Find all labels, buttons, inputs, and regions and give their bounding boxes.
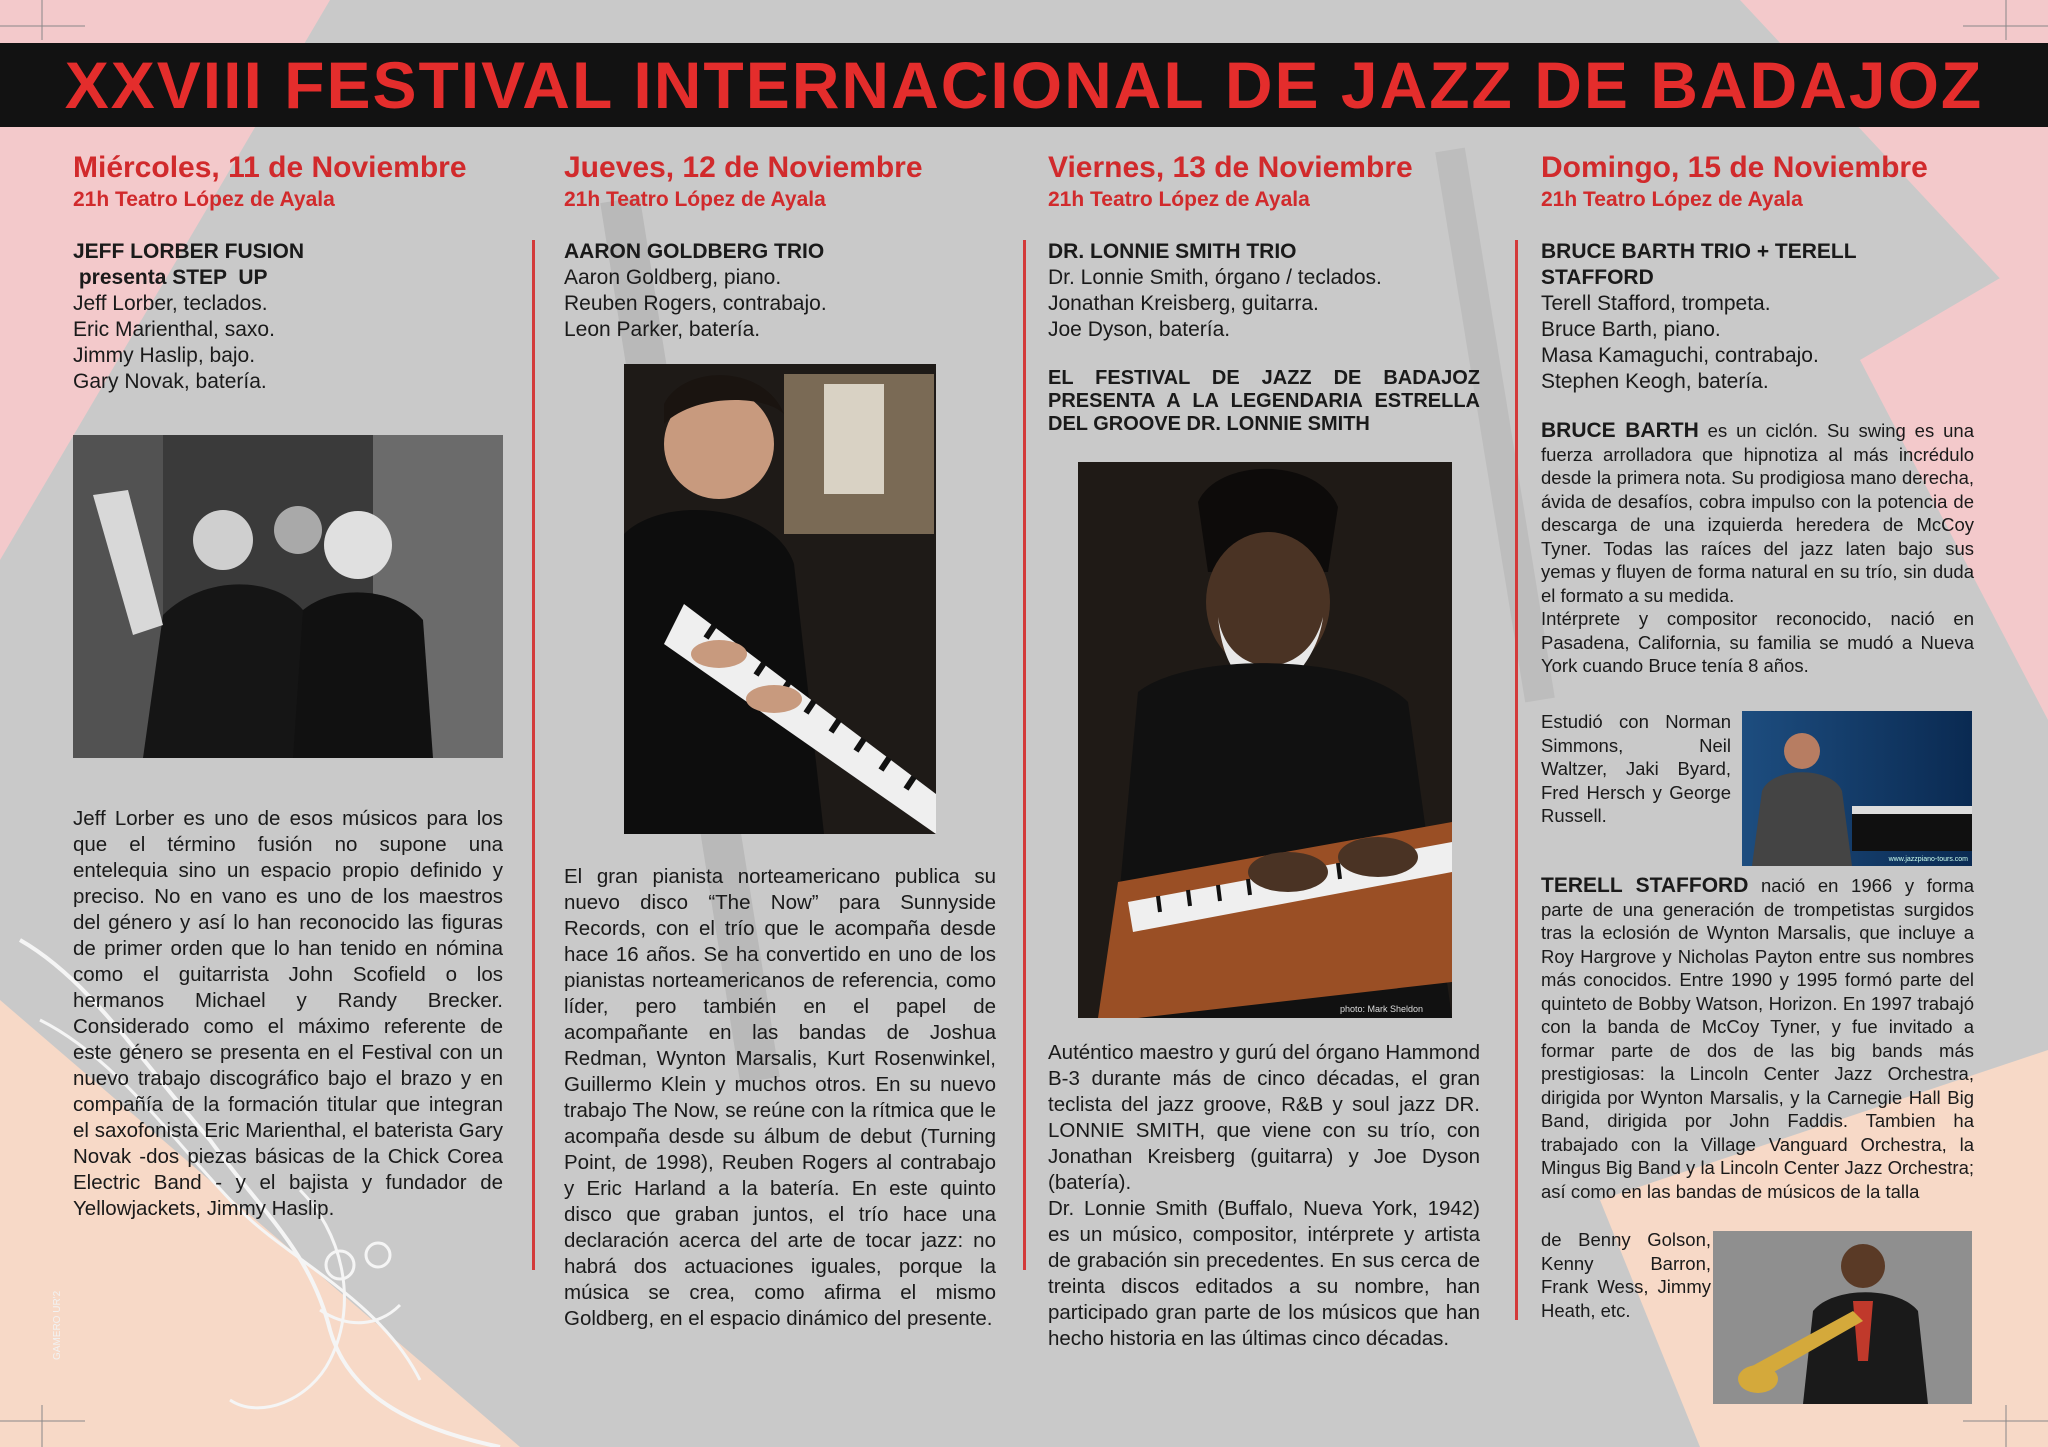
event-date: Miércoles, 11 de Noviembre (73, 151, 467, 184)
bio-name: BRUCE BARTH (1541, 419, 1699, 442)
bruce-barth-photo (1742, 711, 1972, 866)
bio-text: nació en 1966 y forma parte de una generación de trompetistas surgidos tras la eclosión de Wynton Marsalis, que incluye a Roy Hargrove y Nicholas Payton entre sus nombres más conocidos. Entre 1990 y 1995 formó parte del quinteto de Bobby Watson, Horizon. En 1997 trabajó con la banda de McCoy Tyner, y fue invitado a formar parte de dos de las big bands más prestigiosas: la Lincoln Center Jazz Orchestra, dirigida por Wynton Marsalis, y la Carnegie Hall Big Band, dirigida por John Faddis. Tambien ha trabajado con la Village Vanguard Orchestra, la Mingus Big Band y la Lincoln Center Jazz Orchestra; así como en las bandas de músicos de la talla (1541, 875, 1974, 1202)
band-name: BRUCE BARTH TRIO + TERELL STAFFORD (1541, 240, 1857, 289)
event-venue: 21h Teatro López de Ayala (73, 188, 335, 211)
event-column-4 (1541, 150, 1974, 678)
description-text: El gran pianista norteamericano publica su nuevo disco “The Now” para Sunnyside Records, con el trío que le acompaña desde hace 16 años. Se ha convertido en uno de los pianistas norteamericanos de referencia, como líder, pero también en el papel de acompañante en las bandas de Joshua Redman, Wynton Marsalis, Kurt Rosenwinkel, Guillermo Klein y muchos otros. En su nuevo trabajo The Now, se reúne con la rítmica que le acompaña desde su álbum de debut (Turning Point, de 1998), Reuben Rogers al contrabajo y Eric Harland a la batería. En este quinto disco que graban juntos, el trío hace una declaración acerca del arte de tocar jazz: no habrá dos actuaciones iguales, porque la música se crea, como afirma el mismo Goldberg, en el espacio dinámico del presente. (564, 865, 996, 1330)
event-column-2 (564, 150, 996, 343)
artist-photo (1078, 462, 1452, 1018)
artist-signature: GAMERO UR'2 (52, 1290, 63, 1360)
column-divider (1515, 240, 1518, 1320)
event-date: Viernes, 13 de Noviembre (1048, 151, 1413, 184)
description-text: Auténtico maestro y gurú del órgano Hammond B-3 durante más de cinco décadas, el gran teclista del jazz groove, R&B y soul jazz DR. LONNIE SMITH, que viene con su trío, con Jonathan Kreisberg (guitarra) y Joe Dyson (batería). (1048, 1041, 1480, 1194)
event-description-2 (564, 864, 996, 1332)
festival-title: XXVIII FESTIVAL INTERNACIONAL DE JAZZ DE BADAJOZ (64, 48, 1984, 122)
event-date: Jueves, 12 de Noviembre (564, 151, 923, 184)
bio-bruce-barth (1541, 419, 1974, 607)
bio-terell-list (1541, 1228, 1711, 1322)
event-description-1 (73, 806, 503, 1222)
band-name: AARON GOLDBERG TRIO (564, 240, 825, 263)
bio-text: es un ciclón. Su swing es una fuerza arrolladora que hipnotiza al más incrédulo desde la primera nota. Su prodigiosa mano derecha, ávida de desafíos, cobra impulso con la potencia de descarga de una izquierda heredera de McCoy Tyner. Todas las raíces del jazz laten bajo sus yemas y fluyen de forma natural en su trío, sin duda el formato a su medida. (1541, 420, 1974, 606)
bio-bruce-barth-study (1541, 710, 1731, 828)
column-divider (1023, 240, 1026, 1270)
bio-text: Intérprete y compositor reconocido, nació en Pasadena, California, su familia se mudó a Nueva York cuando Bruce tenía 8 años. (1541, 608, 1974, 676)
member-line: Jeff Lorber, teclados. (73, 292, 268, 315)
band-photo (73, 435, 503, 758)
bio-name: TERELL STAFFORD (1541, 874, 1749, 897)
photo-credit: photo: Mark Sheldon (1340, 1004, 1424, 1014)
member-line: Aaron Goldberg, piano. (564, 266, 782, 289)
event-venue: 21h Teatro López de Ayala (564, 188, 826, 211)
column-divider (532, 240, 535, 1270)
member-line: Gary Novak, batería. (73, 370, 267, 393)
event-venue: 21h Teatro López de Ayala (1541, 188, 1803, 211)
member-line: Dr. Lonnie Smith, órgano / teclados. (1048, 266, 1382, 289)
member-line: Reuben Rogers, contrabajo. (564, 292, 827, 315)
member-line: Joe Dyson, batería. (1048, 318, 1231, 341)
event-column-3 (1048, 150, 1480, 436)
member-line: Stephen Keogh, batería. (1541, 370, 1769, 393)
event-venue: 21h Teatro López de Ayala (1048, 188, 1310, 211)
member-line: Jonathan Kreisberg, guitarra. (1048, 292, 1319, 315)
band-name: JEFF LORBER FUSION (73, 240, 305, 263)
band-name: DR. LONNIE SMITH TRIO (1048, 240, 1297, 263)
event-description-3 (1048, 1040, 1480, 1352)
member-line: Terell Stafford, trompeta. (1541, 292, 1771, 315)
member-line: Jimmy Haslip, bajo. (73, 344, 256, 367)
presents-headline: EL FESTIVAL DE JAZZ DE BADAJOZ PRESENTA A LA LEGENDARIA ESTRELLA DEL GROOVE DR. LONNIE SMITH (1048, 367, 1480, 435)
band-subtitle: presenta STEP UP (73, 266, 268, 289)
bio-terell-stafford (1541, 874, 1974, 1203)
bio-text: Estudió con Norman Simmons, Neil Waltzer, Jaki Byard, Fred Hersch y George Russell. (1541, 711, 1731, 826)
terell-stafford-photo (1713, 1231, 1972, 1404)
event-date: Domingo, 15 de Noviembre (1541, 151, 1928, 184)
member-line: Leon Parker, batería. (564, 318, 761, 341)
member-line: Bruce Barth, piano. (1541, 318, 1721, 341)
band-photo (624, 364, 936, 834)
member-line: Eric Marienthal, saxo. (73, 318, 275, 341)
bio-text: de Benny Golson, Kenny Barron, Frank Wess, Jimmy Heath, etc. (1541, 1229, 1711, 1321)
member-line: Masa Kamaguchi, contrabajo. (1541, 344, 1819, 367)
description-text: Dr. Lonnie Smith (Buffalo, Nueva York, 1942) es un músico, compositor, intérprete y artista de grabación sin precedentes. En sus cerca de treinta discos editados a su nombre, han participado gran parte de los músicos que han hecho historia en las últimas cinco décadas. (1048, 1197, 1480, 1350)
photo-caption: www.jazzpiano-tours.com (1888, 856, 1968, 863)
description-text: Jeff Lorber es uno de esos músicos para los que el término fusión no supone una entelequia sino un espacio propio definido y preciso. No en vano es uno de los maestros del género y así lo han reconocido las figuras de primer orden que lo han tenido en nómina como el guitarrista John Scofield o los hermanos Michael y Randy Brecker. Considerado como el máximo referente de este género se presenta en el Festival con un nuevo trabajo discográfico bajo el brazo y en compañía de la formación titular que integran el saxofonista Eric Marienthal, el baterista Gary Novak -dos piezas básicas de la Chick Corea Electric Band - y el bajista y fundador de Yellowjackets, Jimmy Haslip. (73, 807, 503, 1220)
event-column-1 (73, 150, 503, 395)
